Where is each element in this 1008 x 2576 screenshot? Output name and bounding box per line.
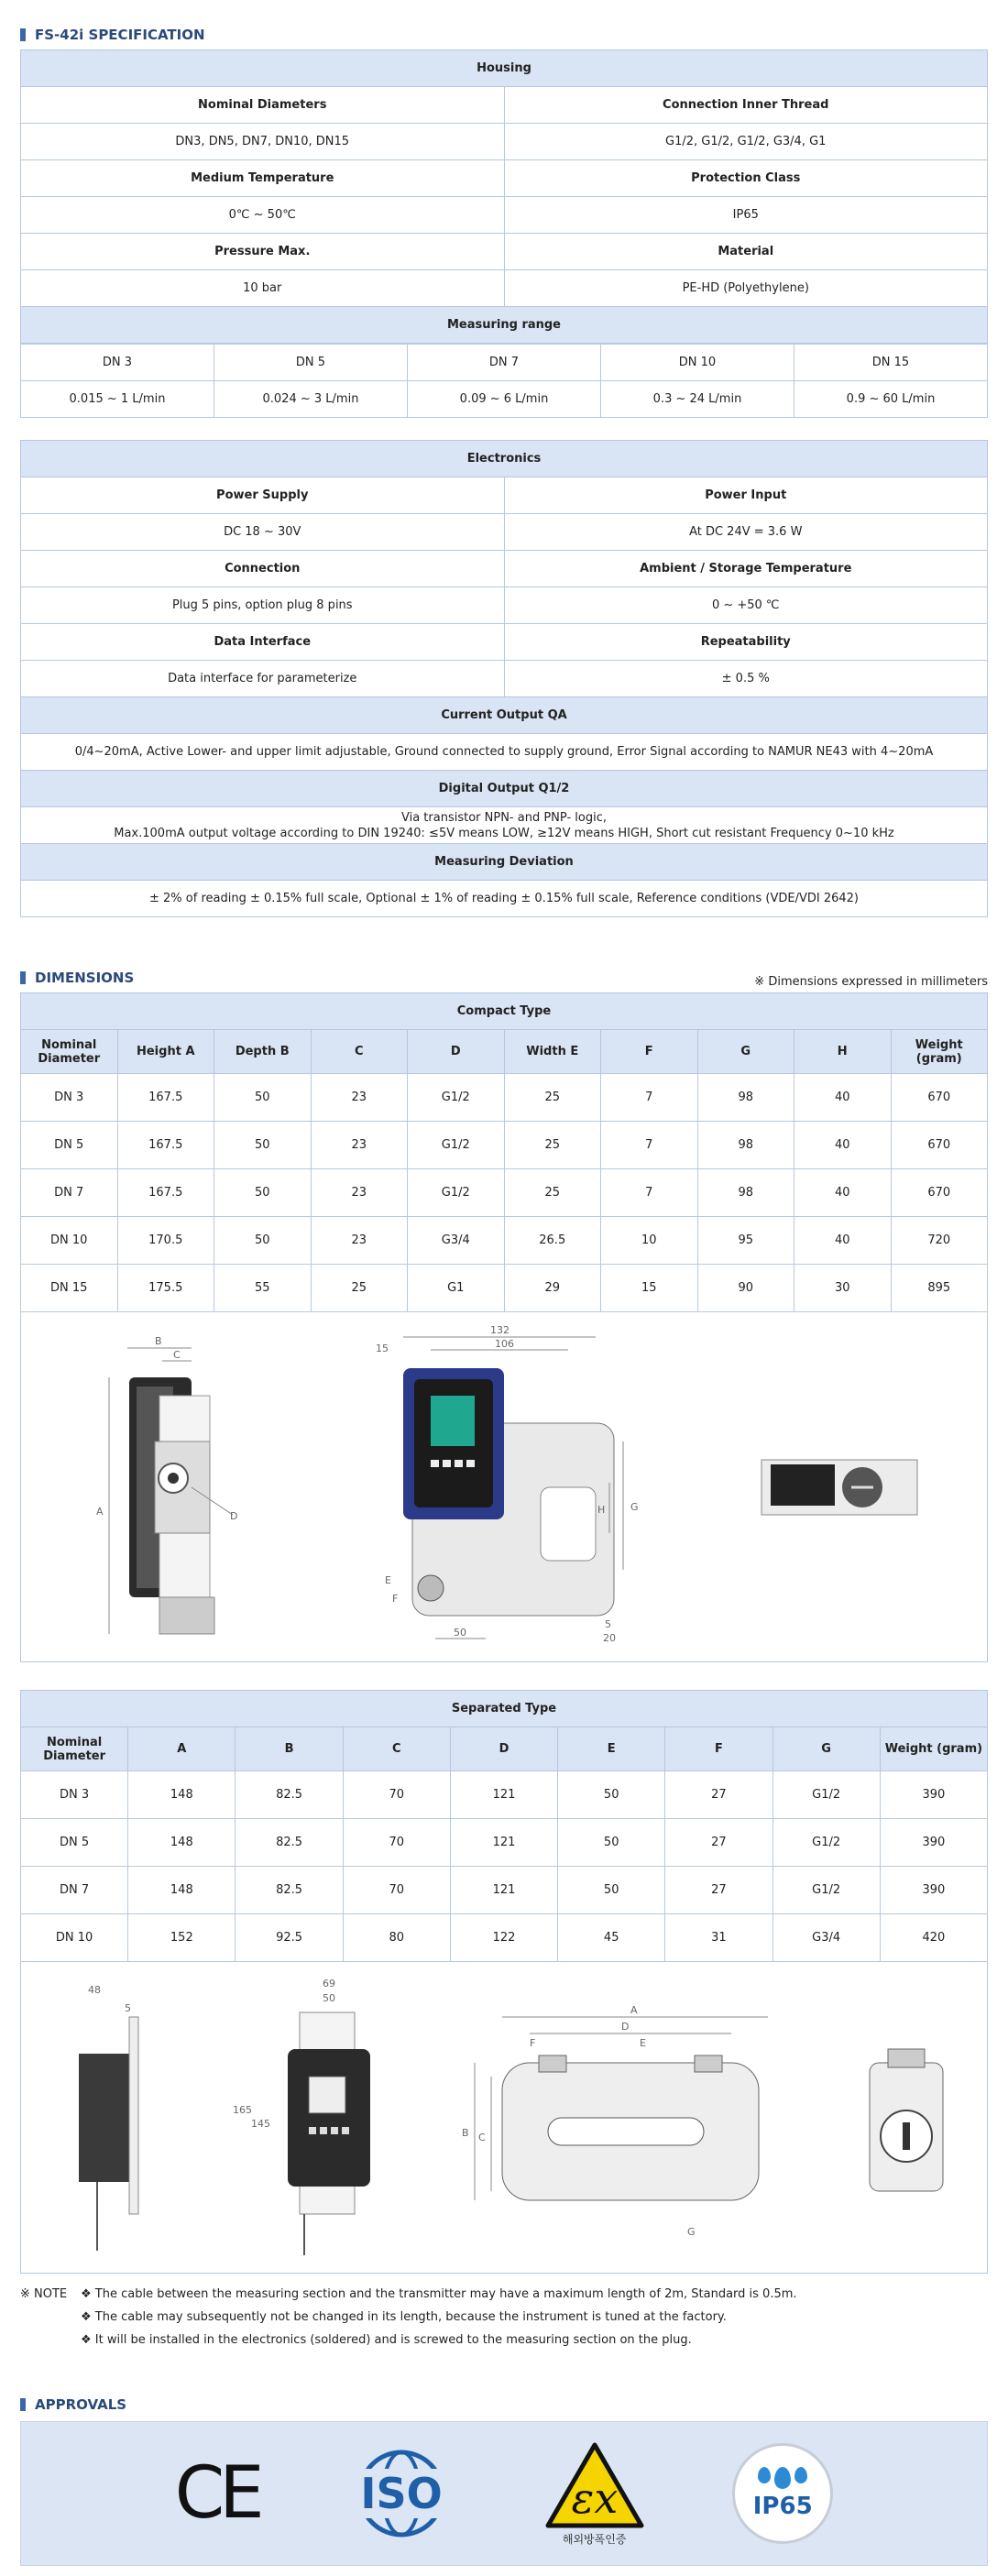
table-row: [21, 1771, 988, 1819]
table-cell: 45: [558, 1914, 665, 1962]
range-dn: DN 15: [794, 345, 988, 381]
dim-label: 106: [494, 1337, 514, 1350]
column-header: C: [343, 1727, 450, 1771]
ce-mark-icon: [175, 2452, 259, 2535]
separated-header: Separated Type: [21, 1691, 988, 1727]
table-cell: 167.5: [117, 1169, 214, 1217]
table-cell: G1/2: [408, 1169, 505, 1217]
table-row: [21, 1265, 988, 1312]
table-cell: DN 10: [21, 1914, 128, 1962]
dim-label: 50: [453, 1626, 466, 1639]
section-marker: [20, 971, 26, 984]
column-header: Nominal Diameter: [21, 1727, 128, 1771]
dimensions-title: DIMENSIONS: [35, 970, 135, 986]
housing-table: [20, 49, 988, 344]
table-row: [21, 1914, 988, 1962]
column-header: D: [408, 1030, 505, 1074]
housing-value: G1/2, G1/2, G1/2, G3/4, G1: [504, 124, 988, 160]
digital-output-text: [21, 807, 988, 844]
table-cell: 390: [880, 1771, 987, 1819]
column-header: E: [558, 1727, 665, 1771]
table-cell: 29: [504, 1265, 601, 1312]
housing-value: DN3, DN5, DN7, DN10, DN15: [21, 124, 505, 160]
column-header: Height A: [117, 1030, 214, 1074]
deviation-text: ± 2% of reading ± 0.15% full scale, Optional ± 1% of reading ± 0.15% full scale, Reference conditions (VDE/VDI 2642): [21, 881, 988, 917]
table-cell: 90: [697, 1265, 794, 1312]
separated-rows: [21, 1771, 988, 1962]
dim-label: 48: [88, 1983, 101, 1996]
table-cell: 170.5: [117, 1217, 214, 1265]
table-cell: 82.5: [236, 1819, 343, 1867]
table-cell: 50: [558, 1819, 665, 1867]
dim-label: F: [391, 1592, 399, 1605]
housing-label: Material: [504, 234, 988, 270]
separated-column-headers: [21, 1727, 988, 1771]
table-cell: 167.5: [117, 1122, 214, 1169]
table-cell: G3/4: [408, 1217, 505, 1265]
approvals-title: APPROVALS: [35, 2396, 127, 2413]
housing-value: IP65: [504, 197, 988, 234]
dim-label: C: [478, 2131, 486, 2143]
table-row: [21, 1819, 988, 1867]
table-cell: 55: [214, 1265, 312, 1312]
housing-label: Medium Temperature: [21, 160, 505, 197]
table-cell: 25: [504, 1169, 601, 1217]
table-cell: 82.5: [236, 1867, 343, 1914]
dim-label: B: [154, 1334, 162, 1347]
separated-side-view: [51, 1980, 170, 2255]
table-cell: 121: [450, 1867, 557, 1914]
dim-label: D: [621, 2020, 630, 2033]
dimensions-unit-note: ※ Dimensions expressed in millimeters: [754, 975, 988, 989]
housing-header: Housing: [21, 50, 988, 87]
compact-rows: [21, 1074, 988, 1312]
table-cell: 15: [601, 1265, 698, 1312]
range-dn: DN 3: [21, 345, 214, 381]
table-cell: 27: [665, 1771, 772, 1819]
table-cell: 40: [794, 1074, 892, 1122]
column-header: Depth B: [214, 1030, 312, 1074]
table-cell: 70: [343, 1867, 450, 1914]
table-cell: DN 15: [21, 1265, 118, 1312]
note-row: [20, 2283, 988, 2306]
note-item: ❖ It will be installed in the electronics (soldered) and is screwed to the measuring section on the plug.: [81, 2333, 692, 2347]
table-cell: G1/2: [408, 1074, 505, 1122]
table-cell: 40: [794, 1217, 892, 1265]
housing-label: Connection Inner Thread: [504, 87, 988, 124]
table-cell: 670: [891, 1169, 988, 1217]
spec-title: FS-42i SPECIFICATION: [35, 27, 205, 43]
table-row: [21, 1217, 988, 1265]
electronics-header: Electronics: [21, 441, 988, 477]
table-cell: 895: [891, 1265, 988, 1312]
column-header: Weight (gram): [880, 1727, 987, 1771]
ip65-text: IP65: [752, 2493, 813, 2520]
table-row: [21, 1122, 988, 1169]
table-cell: 23: [311, 1074, 408, 1122]
page: [0, 24, 1008, 2566]
table-cell: 23: [311, 1122, 408, 1169]
table-cell: G1/2: [772, 1819, 880, 1867]
section-marker: [20, 28, 26, 41]
dim-label: A: [630, 2003, 638, 2016]
table-cell: 26.5: [504, 1217, 601, 1265]
table-cell: 50: [558, 1771, 665, 1819]
electronics-label: Connection: [21, 551, 505, 587]
table-cell: G1/2: [772, 1867, 880, 1914]
electronics-value: At DC 24V = 3.6 W: [504, 514, 988, 551]
electronics-value: Plug 5 pins, option plug 8 pins: [21, 587, 505, 624]
table-cell: 670: [891, 1122, 988, 1169]
table-cell: 121: [450, 1771, 557, 1819]
table-cell: 148: [128, 1819, 236, 1867]
separated-transmitter-view: [231, 1976, 387, 2260]
electronics-value: 0 ~ +50 ℃: [504, 587, 988, 624]
table-cell: 390: [880, 1819, 987, 1867]
deviation-header: Measuring Deviation: [21, 844, 988, 881]
table-cell: G3/4: [772, 1914, 880, 1962]
ex-caption: 해외방폭인증: [562, 2532, 627, 2546]
digital-output-line: Via transistor NPN- and PNP- logic,: [400, 810, 607, 825]
approvals-panel: [20, 2421, 988, 2566]
dimensions-heading-row: [20, 967, 988, 989]
table-cell: DN 5: [21, 1819, 128, 1867]
table-cell: 50: [214, 1074, 312, 1122]
range-value: 0.3 ~ 24 L/min: [601, 381, 794, 418]
table-cell: 50: [558, 1867, 665, 1914]
dim-label: 69: [323, 1977, 335, 1990]
table-cell: 70: [343, 1819, 450, 1867]
note-block: [20, 2283, 988, 2351]
compact-top-view: [752, 1432, 936, 1542]
table-cell: 27: [665, 1867, 772, 1914]
dimensions-section-title: [20, 967, 134, 989]
dim-label: G: [687, 2225, 696, 2238]
table-cell: 40: [794, 1169, 892, 1217]
note-item: ❖ The cable between the measuring section and the transmitter may have a maximum length of 2m, Standard is 0.5m.: [81, 2287, 797, 2301]
electronics-label: Power Input: [504, 477, 988, 514]
compact-header: Compact Type: [21, 993, 988, 1030]
column-header: C: [311, 1030, 408, 1074]
table-cell: 670: [891, 1074, 988, 1122]
electronics-label: Ambient / Storage Temperature: [504, 551, 988, 587]
iso-logo-icon: [346, 2448, 456, 2539]
column-header: G: [772, 1727, 880, 1771]
dim-label: 20: [602, 1631, 616, 1644]
approvals-section-title: [20, 2394, 988, 2416]
table-cell: 10: [601, 1217, 698, 1265]
table-row: [21, 1867, 988, 1914]
table-cell: DN 7: [21, 1169, 118, 1217]
column-header: B: [236, 1727, 343, 1771]
section-marker: [20, 2398, 26, 2411]
table-cell: 25: [504, 1074, 601, 1122]
column-header: H: [794, 1030, 892, 1074]
table-cell: 390: [880, 1867, 987, 1914]
note-row: [20, 2306, 988, 2329]
table-cell: 27: [665, 1819, 772, 1867]
dim-label: 5: [125, 2001, 131, 2014]
compact-front-view: [357, 1322, 651, 1652]
table-cell: 80: [343, 1914, 450, 1962]
table-cell: 82.5: [236, 1771, 343, 1819]
dim-label: B: [462, 2126, 469, 2139]
table-cell: 50: [214, 1122, 312, 1169]
table-cell: DN 7: [21, 1867, 128, 1914]
column-header: F: [601, 1030, 698, 1074]
ip65-badge-icon: [732, 2443, 833, 2544]
dim-label: 145: [251, 2117, 270, 2130]
table-cell: DN 3: [21, 1771, 128, 1819]
dim-label: 165: [233, 2103, 252, 2116]
table-cell: G1/2: [408, 1122, 505, 1169]
housing-value: 0℃ ~ 50℃: [21, 197, 505, 234]
dim-label: D: [229, 1509, 238, 1522]
dim-label: 132: [489, 1323, 509, 1336]
separated-table: [20, 1690, 988, 1962]
column-header: Width E: [504, 1030, 601, 1074]
table-cell: DN 3: [21, 1074, 118, 1122]
electronics-value: Data interface for parameterize: [21, 661, 505, 697]
table-cell: 7: [601, 1074, 698, 1122]
range-dn: DN 10: [601, 345, 794, 381]
housing-label: Protection Class: [504, 160, 988, 197]
electronics-value: DC 18 ~ 30V: [21, 514, 505, 551]
digital-output-line: Max.100mA output voltage according to DIN 19240: ≤5V means LOW, ≥12V means HIGH, Short cut resistant Frequency 0~10 kHz: [114, 826, 894, 840]
column-header: F: [665, 1727, 772, 1771]
note-label: ※ NOTE: [20, 2287, 68, 2301]
housing-label: Nominal Diameters: [21, 87, 505, 124]
table-cell: 92.5: [236, 1914, 343, 1962]
housing-label: Pressure Max.: [21, 234, 505, 270]
electronics-label: Power Supply: [21, 477, 505, 514]
column-header: G: [697, 1030, 794, 1074]
housing-value: PE-HD (Polyethylene): [504, 270, 988, 307]
electronics-table: [20, 440, 988, 917]
table-cell: G1: [408, 1265, 505, 1312]
dim-label: 15: [375, 1342, 389, 1354]
iso-logo-text: ISO: [356, 2469, 445, 2518]
table-cell: 25: [311, 1265, 408, 1312]
dim-label: F: [530, 2036, 536, 2049]
table-row: [21, 1169, 988, 1217]
separated-measuring-view: [447, 1990, 795, 2246]
dim-label: G: [630, 1500, 639, 1513]
table-cell: 121: [450, 1819, 557, 1867]
table-cell: 175.5: [117, 1265, 214, 1312]
dim-label: A: [95, 1505, 104, 1518]
table-cell: 25: [504, 1122, 601, 1169]
water-drops-icon: [758, 2467, 807, 2489]
column-header: Nominal Diameter: [21, 1030, 118, 1074]
spec-section-title: [20, 24, 988, 46]
table-cell: 720: [891, 1217, 988, 1265]
table-cell: 167.5: [117, 1074, 214, 1122]
table-cell: 23: [311, 1169, 408, 1217]
note-item: ❖ The cable may subsequently not be changed in its length, because the instrument is tuned at the factory.: [81, 2310, 727, 2324]
column-header: Weight (gram): [891, 1030, 988, 1074]
table-cell: 31: [665, 1914, 772, 1962]
compact-side-view: [72, 1332, 256, 1643]
table-row: [21, 1074, 988, 1122]
range-value: 0.9 ~ 60 L/min: [794, 381, 988, 418]
column-header: D: [450, 1727, 557, 1771]
table-cell: 30: [794, 1265, 892, 1312]
compact-table: [20, 992, 988, 1312]
dim-label: E: [384, 1573, 391, 1586]
electronics-label: Data Interface: [21, 624, 505, 661]
svg-text:εx: εx: [571, 2472, 618, 2523]
column-header: A: [128, 1727, 236, 1771]
table-cell: 98: [697, 1122, 794, 1169]
housing-value: 10 bar: [21, 270, 505, 307]
table-cell: 7: [601, 1122, 698, 1169]
dim-label: 50: [323, 1991, 335, 2004]
range-value: 0.015 ~ 1 L/min: [21, 381, 214, 418]
current-output-header: Current Output QA: [21, 697, 988, 734]
range-table: [20, 344, 988, 418]
range-dn: DN 5: [214, 345, 408, 381]
table-cell: 50: [214, 1217, 312, 1265]
note-row: [20, 2329, 988, 2351]
table-cell: 23: [311, 1217, 408, 1265]
table-cell: 95: [697, 1217, 794, 1265]
table-cell: 122: [450, 1914, 557, 1962]
dim-label: H: [597, 1503, 606, 1516]
electronics-value: ± 0.5 %: [504, 661, 988, 697]
compact-column-headers: [21, 1030, 988, 1074]
range-dn: DN 7: [408, 345, 601, 381]
range-value: 0.09 ~ 6 L/min: [408, 381, 601, 418]
digital-output-header: Digital Output Q1/2: [21, 771, 988, 807]
dim-label: C: [172, 1348, 181, 1361]
table-cell: 152: [128, 1914, 236, 1962]
table-cell: 40: [794, 1122, 892, 1169]
compact-drawing: [20, 1312, 988, 1662]
dim-label: E: [640, 2036, 646, 2049]
ce-mark-text: CE: [174, 2452, 259, 2535]
table-cell: 148: [128, 1771, 236, 1819]
table-cell: 7: [601, 1169, 698, 1217]
table-cell: 50: [214, 1169, 312, 1217]
table-cell: DN 5: [21, 1122, 118, 1169]
table-cell: 98: [697, 1074, 794, 1122]
table-cell: 420: [880, 1914, 987, 1962]
table-cell: G1/2: [772, 1771, 880, 1819]
range-value: 0.024 ~ 3 L/min: [214, 381, 408, 418]
current-output-text: 0/4~20mA, Active Lower- and upper limit adjustable, Ground connected to supply ground, Error Signal according to NAMUR NE43 with 4~20mA: [21, 734, 988, 771]
table-cell: 70: [343, 1771, 450, 1819]
ex-mark-icon: [544, 2441, 645, 2547]
table-cell: 98: [697, 1169, 794, 1217]
table-cell: DN 10: [21, 1217, 118, 1265]
electronics-label: Repeatability: [504, 624, 988, 661]
range-header: Measuring range: [21, 307, 988, 344]
table-cell: 148: [128, 1867, 236, 1914]
separated-end-view: [856, 1999, 957, 2237]
separated-drawing: [20, 1962, 988, 2274]
dim-label: 5: [604, 1617, 611, 1630]
